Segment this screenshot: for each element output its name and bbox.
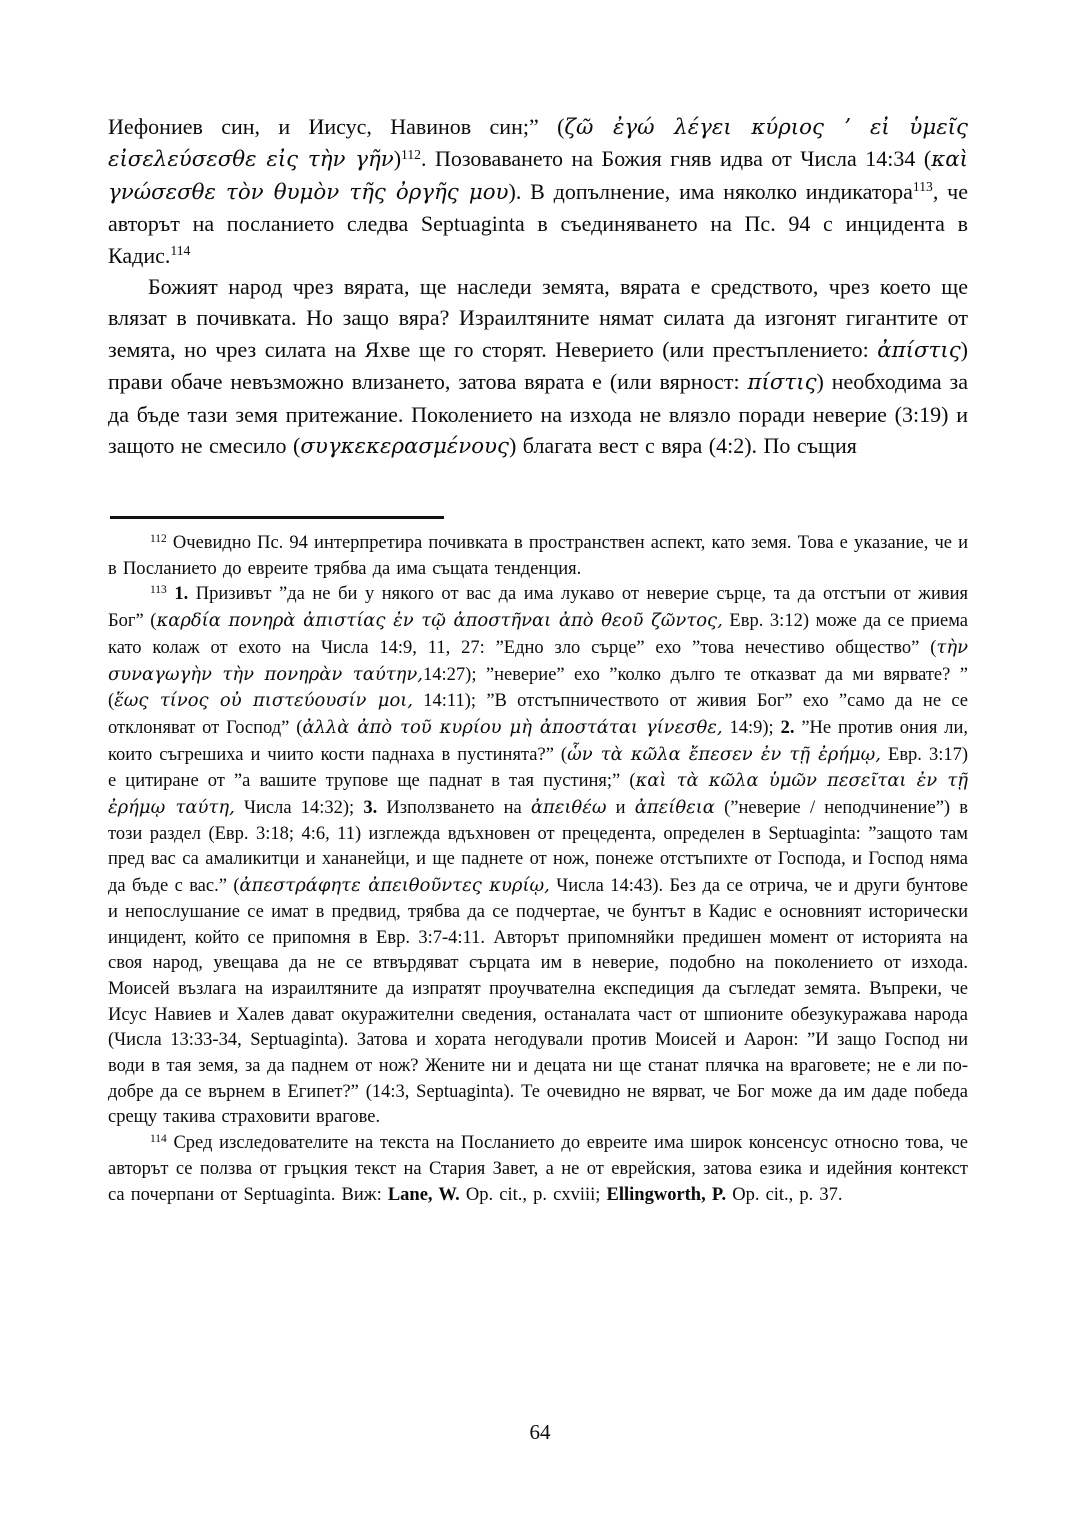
text-run: Числа 14:32);	[234, 798, 364, 819]
text-run: ) необходима за да бъде тази земя притежание. Поколението на изхода не влязло поради неверие (3:19) и защото не смесило (	[108, 369, 969, 459]
greek-text-run: πίστις	[747, 370, 817, 396]
text-run: Сред изследователите на текста на Посланието до евреите има широк консенсус относно това, че авторът се ползва от гръцкия текст на Стария Завет, а не от еврейския, затова езика и идейния контекст са почерпани от Septuaginta. Виж:	[108, 1133, 968, 1205]
body-paragraph	[108, 111, 968, 271]
text-run: 14:9);	[722, 717, 781, 738]
body-paragraph	[108, 271, 968, 462]
text-run: Божият народ чрез вярата, ще наследи земята, вярата е средството, чрез което ще влязат в почивката. Но защо вяра? Израилтяните нямат силата да изгонят гигантите от земята, но чрез силата на Яхве ще го сторят. Неверието (или престъплението:	[108, 274, 968, 362]
text-run: Иефониев син, и Иисус, Навинов син;” (	[108, 114, 565, 139]
greek-text-run: ἀπείθεια	[634, 797, 715, 819]
bold-text-run: Ellingworth, P.	[606, 1184, 727, 1205]
footnote-113	[108, 582, 968, 1131]
greek-text-run: ἀλλὰ ἀπὸ τοῦ κυρίου μὴ ἀποστάται γίνεσθε,	[302, 716, 723, 738]
bold-text-run: 1.	[174, 584, 189, 605]
footnote-marker: 113	[912, 179, 933, 195]
text-run: Евр. 3:12) може да се приема като колаж от ехото на Числа 14:9, 11, 27: ”Едно зло сърце” ехо ”това нечестиво общество” (	[108, 611, 968, 658]
greek-text-run: ἀπεστράφητε ἀπειθοῦντες κυρίῳ,	[239, 875, 550, 897]
footnote-marker: 112	[150, 532, 167, 545]
footnote-marker: 112	[401, 146, 421, 162]
text-run: ) прави обаче невъзможно влизането, затова вярата е (или вярност:	[108, 336, 968, 395]
text-run: )	[393, 146, 402, 172]
text-run: и	[606, 798, 635, 819]
text-run: Използването на	[377, 798, 531, 819]
text-run: (”неверие / неподчинение”) в този раздел (Евр. 3:18; 4:6, 11) изглежда вдъхновен от прецедента, определен в Septuaginta: ”защото там пред вас са амаликитци и хананейци, и ще паднете от нож, понеже отстъпихте от Господа, и Господ няма да бъде с вас.” (	[108, 798, 969, 897]
footnote-marker: 114	[170, 243, 191, 259]
footnote-112	[108, 531, 968, 582]
text-run: Очевидно Пс. 94 интерпретира почивката в пространствен аспект, като земя. Това е указание, че и в Посланието до евреите трябва да има същата тенденция.	[108, 533, 968, 579]
text-run: Op. cit., p. cxviii;	[459, 1184, 607, 1205]
text-run: 14:27); ”неверие” ехо ”колко дълго те отказват да ми вярвате? ” (	[108, 664, 968, 712]
text-run: Призивът ”да не би у някого от вас да има лукаво от неверие сърце, та да отстъпи от живия Бог” (	[108, 584, 969, 632]
footnote-separator-rule	[110, 516, 444, 519]
footnotes-block	[108, 531, 968, 1208]
greek-text-run: τὴν συναγωγὴν τὴν πονηρὰν ταύτην,	[108, 636, 968, 685]
text-run: Числа 14:43). Без да се отрича, че и други бунтове и непослушание се имат в предвид, трябва да се подчертае, че бунтът в Кадис е основният исторически инцидент, който се припомня в Евр. 3:7-4:11. Авторът припомняйки предишен момент от историята на своя народ, увещава да не се втвърдяват сърцата им в неверие, подобно на поколението от изхода. Моисей възлага на израилтяните да изпратят проучвателна експедиция да съгледат земята. Въпреки, че Исус Навиев и Халев дават окуражителни сведения, останалата част от шпионите обезукуражава народа (Числа 13:33-34, Septuaginta). Затова и хората негодували против Моисей и Аарон: ”И защо Господ ни води в тая земя, за да паднем от нож? Жените ни и децата ни ще станат плячка на враговете; не е ли по-добре да се върнем в Египет?” (14:3, Septuaginta). Те очевидно не вярват, че Бог може да им даде победа срещу такива страховити врагове.	[108, 876, 968, 1128]
greek-text-run: ὧν τὰ κῶλα ἔπεσεν ἐν τῇ ἐρήμῳ,	[567, 743, 881, 765]
bold-text-run: Lane, W.	[387, 1184, 460, 1205]
greek-text-run: καρδία πονηρὰ ἀπιστίας ἐν τῷ ἀποστῆναι ἀπὸ θεοῦ ζῶντος,	[156, 610, 723, 632]
text-run: ”Не против ония ли, които съгрешиха и чиито кости паднаха в пустинята?” (	[108, 717, 968, 765]
footnote-marker: 113	[150, 584, 167, 597]
greek-text-run: συγκεκερασμένους	[300, 434, 509, 460]
text-run: , че авторът на посланието следва Septuaginta в съединяването на Пс. 94 с инцидента в Кадис.	[108, 178, 968, 268]
footnote-marker: 114	[150, 1132, 167, 1145]
text-run: . Позоваването на Божия гняв идва от Числа 14:34 (	[420, 146, 932, 172]
bold-text-run: 2.	[780, 717, 795, 738]
greek-text-run: ἀπειθέω	[530, 797, 607, 819]
main-body-text	[108, 111, 968, 462]
bold-text-run: 3.	[363, 798, 378, 819]
text-run: 14:11); ”В отстъпничеството от живия Бог” ехо ”само да не се отклоняват от Господ” (	[108, 691, 968, 738]
greek-text-run: ζῶ ἐγώ λέγει κύριος ʼ εἰ ὑμεῖς εἰσελεύσεσθε εἰς τὴν γῆν	[108, 115, 968, 173]
greek-text-run: ἀπίστις	[877, 337, 961, 363]
greek-text-run: καὶ τὰ κῶλα ὑμῶν πεσεῖται ἐν τῇ ἐρήμῳ ταύτη,	[108, 770, 968, 819]
text-run: ). В допълнение, има няколко индикатора	[508, 178, 913, 204]
text-run: Op. cit., p. 37.	[726, 1184, 843, 1205]
greek-text-run: ἕως τίνος οὐ πιστεύουσίν μοι,	[114, 690, 413, 712]
text-run: ) благата вест с вяра (4:2). По същия	[508, 433, 857, 459]
text-run: Евр. 3:17) е цитиране от ”а вашите трупове ще паднат в тая пустиня;” (	[108, 744, 968, 792]
greek-text-run: καὶ γνώσεσθε τὸν θυμὸν τῆς ὀργῆς μου	[108, 147, 968, 205]
footnote-114	[108, 1131, 968, 1208]
page-number: 64	[529, 1420, 551, 1444]
